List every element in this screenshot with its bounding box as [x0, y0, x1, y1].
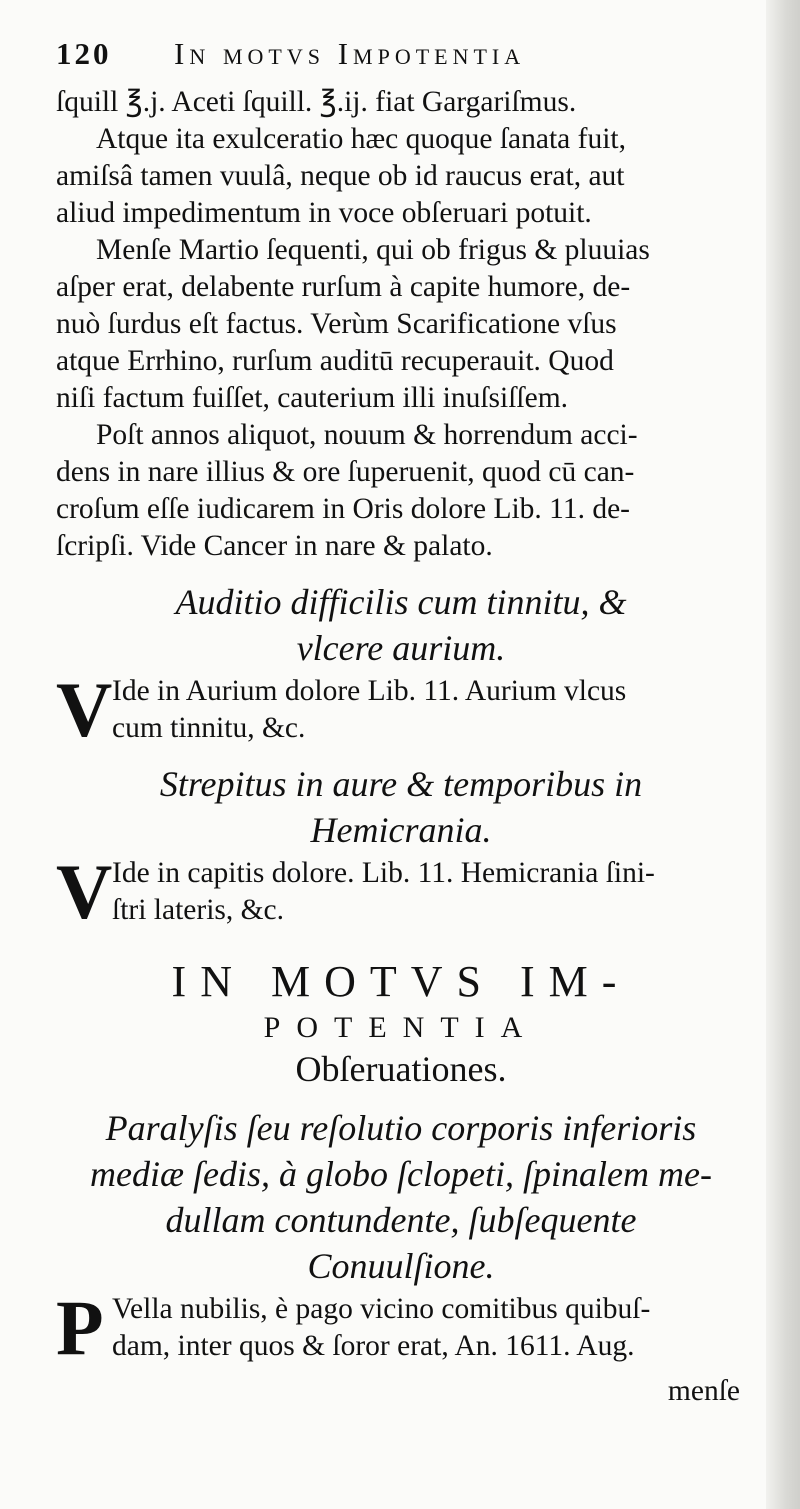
section-title-line1: IN MOTVS IM-	[171, 957, 631, 1006]
catchword: menſe	[667, 1375, 740, 1407]
paragraph-vide-capitis	[56, 848, 746, 935]
running-head	[56, 36, 746, 84]
paragraph-vide-aurium	[56, 666, 746, 753]
heading-line: mediæ ſedis, à globo ſclopeti, ſpinalem me-	[90, 1154, 712, 1194]
drop-cap-initial: V	[56, 848, 113, 935]
section-title-line2: POTENTIA	[263, 1011, 539, 1044]
text-line: niſi factum fuiſſet, cauterium illi inuſsiſſem.	[56, 382, 569, 414]
text-line: Menſe Martio ſequenti, qui ob frigus & pluuias	[96, 234, 650, 266]
heading-paralysis	[56, 1105, 746, 1289]
page-number: 120	[56, 36, 112, 71]
text-line: Ide in capitis dolore. Lib. 11. Hemicrania ſini-	[112, 857, 655, 889]
paragraph-cancer	[56, 417, 746, 565]
heading-line: Strepitus in aure & temporibus in	[159, 764, 643, 804]
paragraph-exulceration	[56, 121, 746, 232]
drop-cap-initial: V	[56, 666, 113, 753]
heading-line: Auditio difficilis cum tinnitu, &	[175, 582, 627, 622]
text-line: Poſt annos aliquot, nouum & horrendum acci-	[96, 419, 638, 451]
section-subtitle: Obſeruationes.	[295, 1049, 507, 1089]
heading-line: dullam contundente, ſubſequente	[165, 1200, 637, 1240]
text-line: Vella nubilis, è pago vicino comitibus quibuſ-	[112, 1293, 651, 1325]
paragraph-recipe	[56, 84, 746, 121]
text-line: croſum eſſe iudicarem in Oris dolore Lib. 11. de-	[56, 493, 630, 525]
text-line: aliud impedimentum in voce obſeruari potuit.	[56, 197, 592, 229]
heading-auditio	[56, 579, 746, 671]
text-line: ſcripſi. Vide Cancer in nare & palato.	[56, 530, 493, 562]
text-line: ſquill ℥.j. Aceti ſquill. ℥.ij. fiat Gargariſmus.	[56, 86, 577, 118]
heading-line: Paralyſis ſeu reſolutio corporis inferioris	[105, 1108, 697, 1148]
paragraph-puella	[56, 1284, 746, 1371]
heading-line: Conuulſione.	[307, 1246, 495, 1286]
page-content	[56, 36, 746, 1410]
heading-line: Hemicrania.	[310, 810, 492, 850]
text-line: dens in nare illius & ore ſuperuenit, quod cū can-	[56, 456, 635, 488]
text-line: aſper erat, delabente rurſum à capite humore, de-	[56, 271, 631, 303]
text-line: atque Errhino, rurſum auditū recuperauit. Quod	[56, 345, 614, 377]
text-line: ſtri lateris, &c.	[112, 894, 285, 926]
text-line: cum tinnitu, &c.	[112, 712, 306, 744]
drop-cap-initial: P	[56, 1284, 104, 1371]
running-title: In motvs Impotentia	[174, 36, 526, 71]
text-line: amiſsâ tamen vuulâ, neque ob id raucus erat, aut	[56, 160, 625, 192]
text-line: dam, inter quos & ſoror erat, An. 1611. Aug.	[112, 1330, 635, 1362]
text-line: nuò ſurdus eſt factus. Verùm Scarificatione vſus	[56, 308, 617, 340]
paragraph-march	[56, 232, 746, 417]
text-line: Ide in Aurium dolore Lib. 11. Aurium vlcus	[112, 675, 627, 707]
heading-line: vlcere aurium.	[296, 628, 506, 668]
heading-strepitus	[56, 761, 746, 853]
text-line: Atque ita exulceratio hæc quoque ſanata fuit,	[96, 123, 626, 155]
page-gutter-shadow	[766, 0, 800, 1509]
